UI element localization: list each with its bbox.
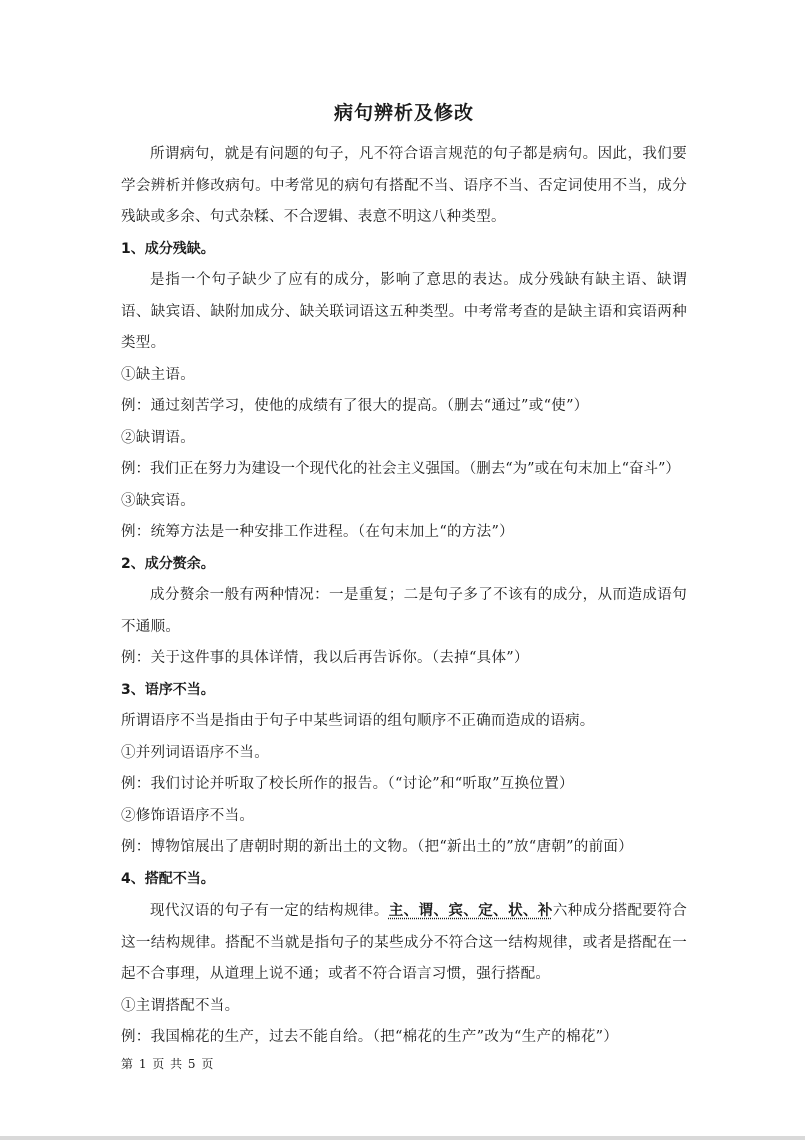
section-4-description xyxy=(121,895,687,991)
section-2-example: 例：关于这件事的具体详情，我以后再告诉你。（去掉“具体”） xyxy=(121,650,529,666)
section-3b-label: ②修饰语语序不当。 xyxy=(121,807,255,824)
section-1-heading: 1、成分残缺。 xyxy=(121,240,215,257)
sentence-components-marked: 主、谓、宾、定、状、补 xyxy=(388,902,553,919)
page-title: 病句辨析及修改 xyxy=(333,102,474,124)
document-content xyxy=(121,98,687,1054)
section-1b-label: ②缺谓语。 xyxy=(121,429,195,446)
section-3-description: 所谓语序不当是指由于句子中某些词语的组句顺序不正确而造成的语病。 xyxy=(121,713,595,729)
intro-paragraph: 所谓病句，就是有问题的句子，凡不符合语言规范的句子都是病句。因此，我们要学会辨析并修改病句。中考常见的病句有搭配不当、语序不当、否定词使用不当，成分残缺或多余、句式杂糅、不合逻辑、表意不明这八种类型。 xyxy=(121,146,687,225)
section-3a-example: 例：我们讨论并听取了校长所作的报告。（“讨论”和“听取”互换位置） xyxy=(121,776,574,792)
section-1a-example: 例：通过刻苦学习，使他的成绩有了很大的提高。（删去“通过”或“使”） xyxy=(121,398,589,414)
section-2-heading: 2、成分赘余。 xyxy=(121,555,215,572)
page-number-footer: 第 1 页 共 5 页 xyxy=(121,1057,215,1071)
section-1-description: 是指一个句子缺少了应有的成分，影响了意思的表达。成分残缺有缺主语、缺谓语、缺宾语、缺附加成分、缺关联词语这五种类型。中考常考查的是缺主语和宾语两种类型。 xyxy=(121,272,687,351)
section-4-heading: 4、搭配不当。 xyxy=(121,870,215,887)
section-1c-label: ③缺宾语。 xyxy=(121,492,195,509)
section-1a-label: ①缺主语。 xyxy=(121,366,195,383)
section-2-description: 成分赘余一般有两种情况：一是重复；二是句子多了不该有的成分，从而造成语句不通顺。 xyxy=(121,587,687,635)
section-4a-example: 例：我国棉花的生产，过去不能自给。（把“棉花的生产”改为“生产的棉花”） xyxy=(121,1029,619,1045)
section-4-desc-post: 六种成分搭配要符合这一结构规律。搭配不当就是指句子的某些成分不符合这一结构规律，或者是搭配在一起不合事理，从道理上说不通；或者不符合语言习惯，强行搭配。 xyxy=(121,903,687,982)
section-4-desc-pre: 现代汉语的句子有一定的结构规律。 xyxy=(150,903,389,919)
section-3-heading: 3、语序不当。 xyxy=(121,681,215,698)
section-1c-example: 例：统筹方法是一种安排工作进程。（在句末加上“的方法”） xyxy=(121,524,514,540)
section-3a-label: ①并列词语语序不当。 xyxy=(121,744,269,761)
section-1b-example: 例：我们正在努力为建设一个现代化的社会主义强国。（删去“为”或在句末加上“奋斗”） xyxy=(121,461,680,477)
section-4a-label: ①主谓搭配不当。 xyxy=(121,997,240,1014)
page-bottom-edge xyxy=(0,1136,805,1140)
section-3b-example: 例：博物馆展出了唐朝时期的新出土的文物。（把“新出土的”放“唐朝”的前面） xyxy=(121,839,633,855)
